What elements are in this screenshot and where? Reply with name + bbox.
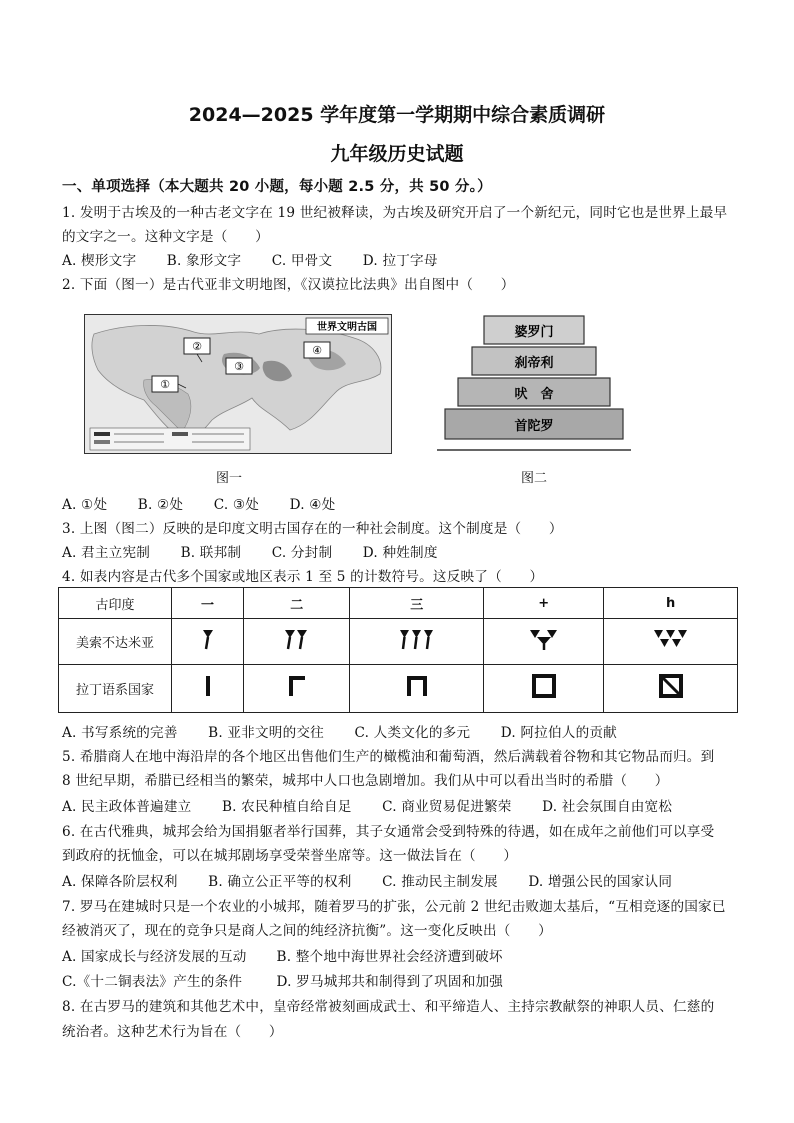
india-numeral-1: 一 [172, 588, 244, 619]
india-numeral-3: 三 [350, 588, 484, 619]
row-label-latin: 拉丁语系国家 [59, 664, 172, 712]
tier-brahmin: 婆罗门 [514, 325, 554, 340]
latin-numeral-2-icon [244, 664, 350, 712]
q3-option-d[interactable]: D. 种姓制度 [362, 545, 438, 561]
figure-1-map [84, 314, 392, 454]
q7-option-d[interactable]: D. 罗马城邦共和制得到了巩固和加强 [276, 974, 504, 990]
map-marker-1: ① [160, 378, 170, 391]
map-marker-2: ② [192, 340, 202, 353]
q6-options [62, 870, 698, 890]
q3-text-line1: 3. 上图（图二）反映的是印度文明古国存在的一种社会制度。这个制度是（ ） [62, 521, 563, 537]
q2-option-d[interactable]: D. ④处 [289, 497, 336, 513]
cuneiform-1-icon [172, 619, 244, 664]
cuneiform-2-icon [244, 619, 350, 664]
q6-text-line2: 到政府的抚恤金，可以在城邦剧场享受荣誉坐席等。这一做法旨在（ ） [62, 848, 518, 864]
q6-option-d[interactable]: D. 增强公民的国家认同 [528, 874, 673, 890]
latin-numeral-4-icon [484, 664, 604, 712]
q3-option-a[interactable]: A. 君主立宪制 [62, 545, 151, 561]
q8-text-line2: 统治者。这种艺术行为旨在（ ） [62, 1024, 283, 1040]
q5-option-d[interactable]: D. 社会氛围自由宽松 [542, 799, 673, 815]
table-row [59, 664, 738, 712]
exam-subtitle: 九年级历史试题 [330, 143, 464, 165]
cuneiform-5-icon [604, 619, 738, 664]
q3-option-c[interactable]: C. 分封制 [271, 545, 333, 561]
section-heading: 一、单项选择（本大题共 20 小题，每小题 2.5 分，共 50 分。） [62, 179, 492, 195]
table-row [59, 588, 738, 619]
q8-text-line1: 8. 在古罗马的建筑和其他艺术中，皇帝经常被刻画成武士、和平缔造人、主持宗教献祭的神职人员、仁慈的 [62, 999, 715, 1015]
figure-2-caption: 图二 [521, 471, 548, 486]
tier-shudra: 首陀罗 [514, 419, 554, 434]
figure-1-caption: 图一 [216, 471, 243, 486]
q1-option-b[interactable]: B. 象形文字 [166, 253, 242, 269]
tier-kshatriya: 刹帝利 [514, 356, 554, 371]
q4-option-d[interactable]: D. 阿拉伯人的贡献 [500, 725, 617, 741]
q6-option-c[interactable]: C. 推动民主制发展 [382, 874, 498, 890]
map-marker-4: ④ [312, 344, 322, 357]
q2-option-c[interactable]: C. ③处 [213, 497, 260, 513]
latin-numeral-1-icon [172, 664, 244, 712]
q1-text-line1: 1. 发明于古埃及的一种古老文字在 19 世纪被释读，为古埃及研究开启了一个新纪元，同时它也是世界上最早 [62, 205, 728, 221]
q7-option-a[interactable]: A. 国家成长与经济发展的互动 [62, 949, 247, 965]
q3-option-b[interactable]: B. 联邦制 [180, 545, 242, 561]
q7-text-line1: 7. 罗马在建城时只是一个农业的小城邦，随着罗马的扩张，公元前 2 世纪击败迦太基后，“互相竞逐的国家已 [62, 899, 726, 915]
india-numeral-5: h [604, 588, 738, 619]
q7-options-row2 [62, 970, 529, 990]
q4-text-line1: 4. 如表内容是古代多个国家或地区表示 1 至 5 的计数符号。这反映了（ ） [62, 569, 544, 585]
q4-option-b[interactable]: B. 亚非文明的交往 [208, 725, 324, 741]
q5-option-a[interactable]: A. 民主政体普遍建立 [62, 799, 192, 815]
q7-text-line2: 经被消灭了，现在的竞争只是商人之间的纯经济抗衡”。这一变化反映出（ ） [62, 923, 552, 939]
latin-numeral-5-icon [604, 664, 738, 712]
world-civilization-map [84, 314, 392, 454]
q6-option-a[interactable]: A. 保障各阶层权利 [62, 874, 178, 890]
q2-option-a[interactable]: A. ①处 [62, 497, 108, 513]
q6-text-line1: 6. 在古代雅典，城邦会给为国捐躯者举行国葬，其子女通常会受到特殊的待遇，如在成年之前他们可以享受 [62, 824, 715, 840]
q1-option-a[interactable]: A. 楔形文字 [62, 253, 137, 269]
q5-option-b[interactable]: B. 农民种植自给自足 [221, 799, 352, 815]
numeral-table [58, 587, 738, 713]
exam-title: 2024—2025 学年度第一学期期中综合素质调研 [188, 104, 606, 126]
q1-text-line2: 的文字之一。这种文字是（ ） [62, 229, 269, 245]
q1-option-c[interactable]: C. 甲骨文 [271, 253, 333, 269]
caste-pyramid [437, 314, 631, 452]
q5-option-c[interactable]: C. 商业贸易促进繁荣 [382, 799, 512, 815]
map-title: 世界文明古国 [317, 322, 377, 333]
q2-text-line1: 2. 下面（图一）是古代亚非文明地图，《汉谟拉比法典》出自图中（ ） [62, 277, 515, 293]
table-row [59, 619, 738, 664]
q1-option-d[interactable]: D. 拉丁字母 [362, 253, 438, 269]
q1-options [62, 249, 464, 269]
q5-options [62, 795, 698, 815]
india-numeral-2: 二 [244, 588, 350, 619]
cuneiform-4-icon [484, 619, 604, 664]
q5-text-line1: 5. 希腊商人在地中海沿岸的各个地区出售他们生产的橄榄油和葡萄酒，然后满载着谷物和其它物品而归。到 [62, 749, 715, 765]
q2-options [62, 493, 361, 513]
tier-vaishya: 吠 舍 [514, 387, 554, 402]
q4-options [62, 721, 643, 741]
q4-option-c[interactable]: C. 人类文化的多元 [354, 725, 471, 741]
q7-options-row1 [62, 945, 529, 965]
q3-options [62, 541, 464, 561]
cuneiform-3-icon [350, 619, 484, 664]
india-numeral-4: + [484, 588, 604, 619]
row-label-mesopotamia: 美索不达米亚 [59, 619, 172, 664]
q6-option-b[interactable]: B. 确立公正平等的权利 [208, 874, 352, 890]
figure-2-pyramid [437, 314, 631, 452]
row-label-india: 古印度 [59, 588, 172, 619]
latin-numeral-3-icon [350, 664, 484, 712]
q7-option-c[interactable]: C.《十二铜表法》产生的条件 [62, 974, 243, 990]
q2-option-b[interactable]: B. ②处 [137, 497, 184, 513]
map-marker-3: ③ [234, 360, 244, 373]
q4-option-a[interactable]: A. 书写系统的完善 [62, 725, 178, 741]
q5-text-line2: 8 世纪早期，希腊已经相当的繁荣，城邦中人口也急剧增加。我们从中可以看出当时的希腊（ ） [62, 773, 669, 789]
q7-option-b[interactable]: B. 整个地中海世界社会经济遭到破坏 [276, 949, 503, 965]
